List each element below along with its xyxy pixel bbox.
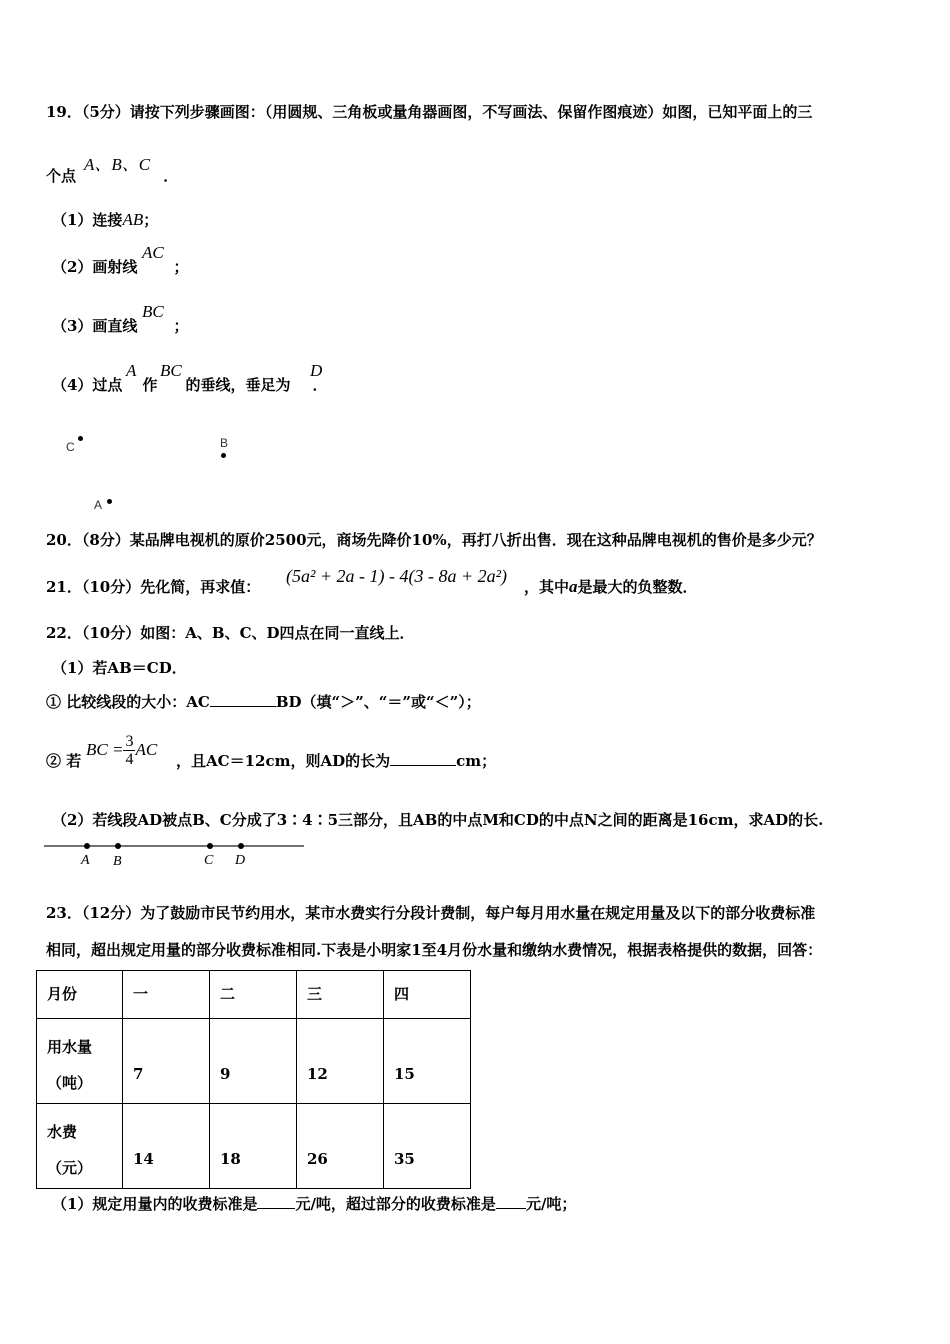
q22-point-b (115, 843, 121, 849)
table-header-cell: 三 (297, 971, 384, 1019)
q22-line4-prefix: ② 若 (46, 752, 82, 770)
q22-line4-suffix: cm； (456, 752, 497, 770)
q19-step4 (52, 375, 327, 395)
q22-point-c (207, 843, 213, 849)
row-label-line: （吨） (47, 1074, 93, 1092)
point-b-label: B (220, 436, 229, 450)
q19-line2-suffix: ． (163, 167, 179, 185)
q19-points-math: A、B、C (84, 155, 151, 174)
table-header-row (37, 971, 471, 1019)
table-cell: 14 (123, 1104, 210, 1189)
q19-step4-math-bc: BC (160, 361, 182, 380)
q19-line2-prefix: 个点 (46, 167, 77, 185)
table-cell: 12 (297, 1019, 384, 1104)
q22-label-d: D (235, 853, 246, 868)
table-header-cell: 二 (210, 971, 297, 1019)
q23-sub1-prefix: （1）规定用量内的收费标准是 (52, 1195, 258, 1213)
q23-sub1 (52, 1194, 576, 1214)
water-fee-table (36, 970, 471, 1189)
table-cell: 9 (210, 1019, 297, 1104)
q22-line3-mid: BD（填“＞”、“＝”或“＜”）； (275, 693, 481, 711)
q19-step4-mid2: 的垂线，垂足为 (185, 376, 291, 394)
point-c-dot (78, 436, 83, 441)
q23-line2: 相同，超出规定用量的部分收费标准相同.下表是小明家1至4月份水量和缴纳水费情况，根据表格提供的数据，回答： (46, 941, 823, 959)
q19-step3-math: BC (142, 302, 164, 321)
table-row-label (37, 1019, 123, 1104)
q19-step4-math-a: A (126, 361, 137, 380)
q21-tail (524, 577, 698, 597)
q19-step3-suffix: ； (173, 317, 189, 335)
q19-step2 (52, 257, 188, 277)
q22-label-c: C (204, 853, 214, 868)
q19-step4-prefix: （4）过点 (52, 376, 123, 394)
table-row (37, 1019, 471, 1104)
q22-blank-compare[interactable] (210, 692, 276, 707)
q22-line2: （1）若AB＝CD． (52, 659, 187, 677)
table-cell: 7 (123, 1019, 210, 1104)
q21-suffix-b: 是最大的负整数． (577, 578, 698, 596)
table-header-cell: 月份 (37, 971, 123, 1019)
q19-step3-prefix: （3）画直线 (52, 317, 138, 335)
q22-formula (86, 728, 157, 772)
q19-step1-suffix: ； (143, 211, 159, 229)
q23-sub1-suffix: 元/吨； (525, 1195, 577, 1213)
table-row-label (37, 1104, 123, 1189)
table-cell: 26 (297, 1104, 384, 1189)
table-header-cell: 一 (123, 971, 210, 1019)
row-label-line: （元） (47, 1159, 93, 1177)
point-a-dot (107, 499, 112, 504)
q19-step1 (52, 210, 158, 230)
q22-line4-tail (176, 751, 496, 771)
q22-line4-mid: ，且AC＝12cm，则AD的长为 (176, 752, 391, 770)
q23-sub1-mid: 元/吨，超过部分的收费标准是 (295, 1195, 496, 1213)
q19-step2-prefix: （2）画射线 (52, 258, 138, 276)
q21-expression: (5a² + 2a - 1) - 4(3 - 8a + 2a²) (286, 566, 508, 586)
q19-step2-suffix: ； (173, 258, 189, 276)
q22-formula-ac: AC (135, 740, 158, 759)
q22-line3 (46, 692, 481, 712)
q22-label-b: B (113, 854, 122, 869)
q22-line-figure (40, 836, 310, 870)
q21-line (46, 577, 260, 597)
q19-line1: 19．（5分）请按下列步骤画图：（用圆规、三角板或量角器画图，不写画法、保留作图痕迹）如图，已知平面上的三 (46, 103, 813, 121)
q22-point-a (84, 843, 90, 849)
q19-step1-prefix: （1）连接 (52, 211, 123, 229)
q23-line1: 23．（12分）为了鼓励市民节约用水，某市水费实行分段计费制，每户每月用水量在规定用量及以下的部分收费标准 (46, 904, 816, 922)
q23-blank-excess[interactable] (496, 1194, 526, 1209)
q21-suffix-a: ，其中 (524, 578, 570, 596)
row-label-line: 水费 (47, 1123, 78, 1141)
table-header-cell: 四 (384, 971, 471, 1019)
q22-blank-ad[interactable] (390, 751, 456, 766)
q19-step4-mid: 作 (142, 376, 158, 394)
q22-formula-bc: BC = (86, 740, 124, 759)
q23-blank-standard[interactable] (257, 1194, 295, 1209)
q22-point-d (238, 843, 244, 849)
table-row (37, 1104, 471, 1189)
q21-var: a (569, 577, 578, 596)
q19-step4-suffix: ． (312, 376, 328, 394)
q19-step1-math: AB (122, 210, 144, 229)
q19-step2-math: AC (142, 243, 164, 262)
point-c-label: C (66, 440, 75, 454)
table-cell: 15 (384, 1019, 471, 1104)
q22-line1: 22．（10分）如图：A、B、C、D四点在同一直线上． (46, 624, 415, 642)
point-a-label: A (94, 498, 103, 512)
q22-fraction-num: 3 (125, 732, 134, 750)
table-cell: 35 (384, 1104, 471, 1189)
q22-fraction (123, 733, 135, 768)
row-label-line: 用水量 (47, 1038, 93, 1056)
q20-text: 20．（8分）某品牌电视机的原价2500元，商场先降价10%，再打八折出售．现在这种品牌电视机的售价是多少元？ (46, 531, 822, 549)
q22-line4 (46, 751, 81, 771)
q22-label-a: A (81, 853, 90, 868)
q22-line3-prefix: ① 比较线段的大小：AC (46, 693, 210, 711)
q22-line5: （2）若线段AD被点B、C分成了3∶4∶5三部分，且AB的中点M和CD的中点N之间的距离是16cm，求AD的长. (52, 811, 824, 829)
q21-prefix: 21．（10分）先化简，再求值： (46, 578, 261, 596)
table-cell: 18 (210, 1104, 297, 1189)
q19-step3 (52, 316, 188, 336)
point-b-dot (221, 453, 226, 458)
q19-step4-math-d: D (310, 361, 323, 380)
q22-fraction-den: 4 (125, 750, 134, 768)
